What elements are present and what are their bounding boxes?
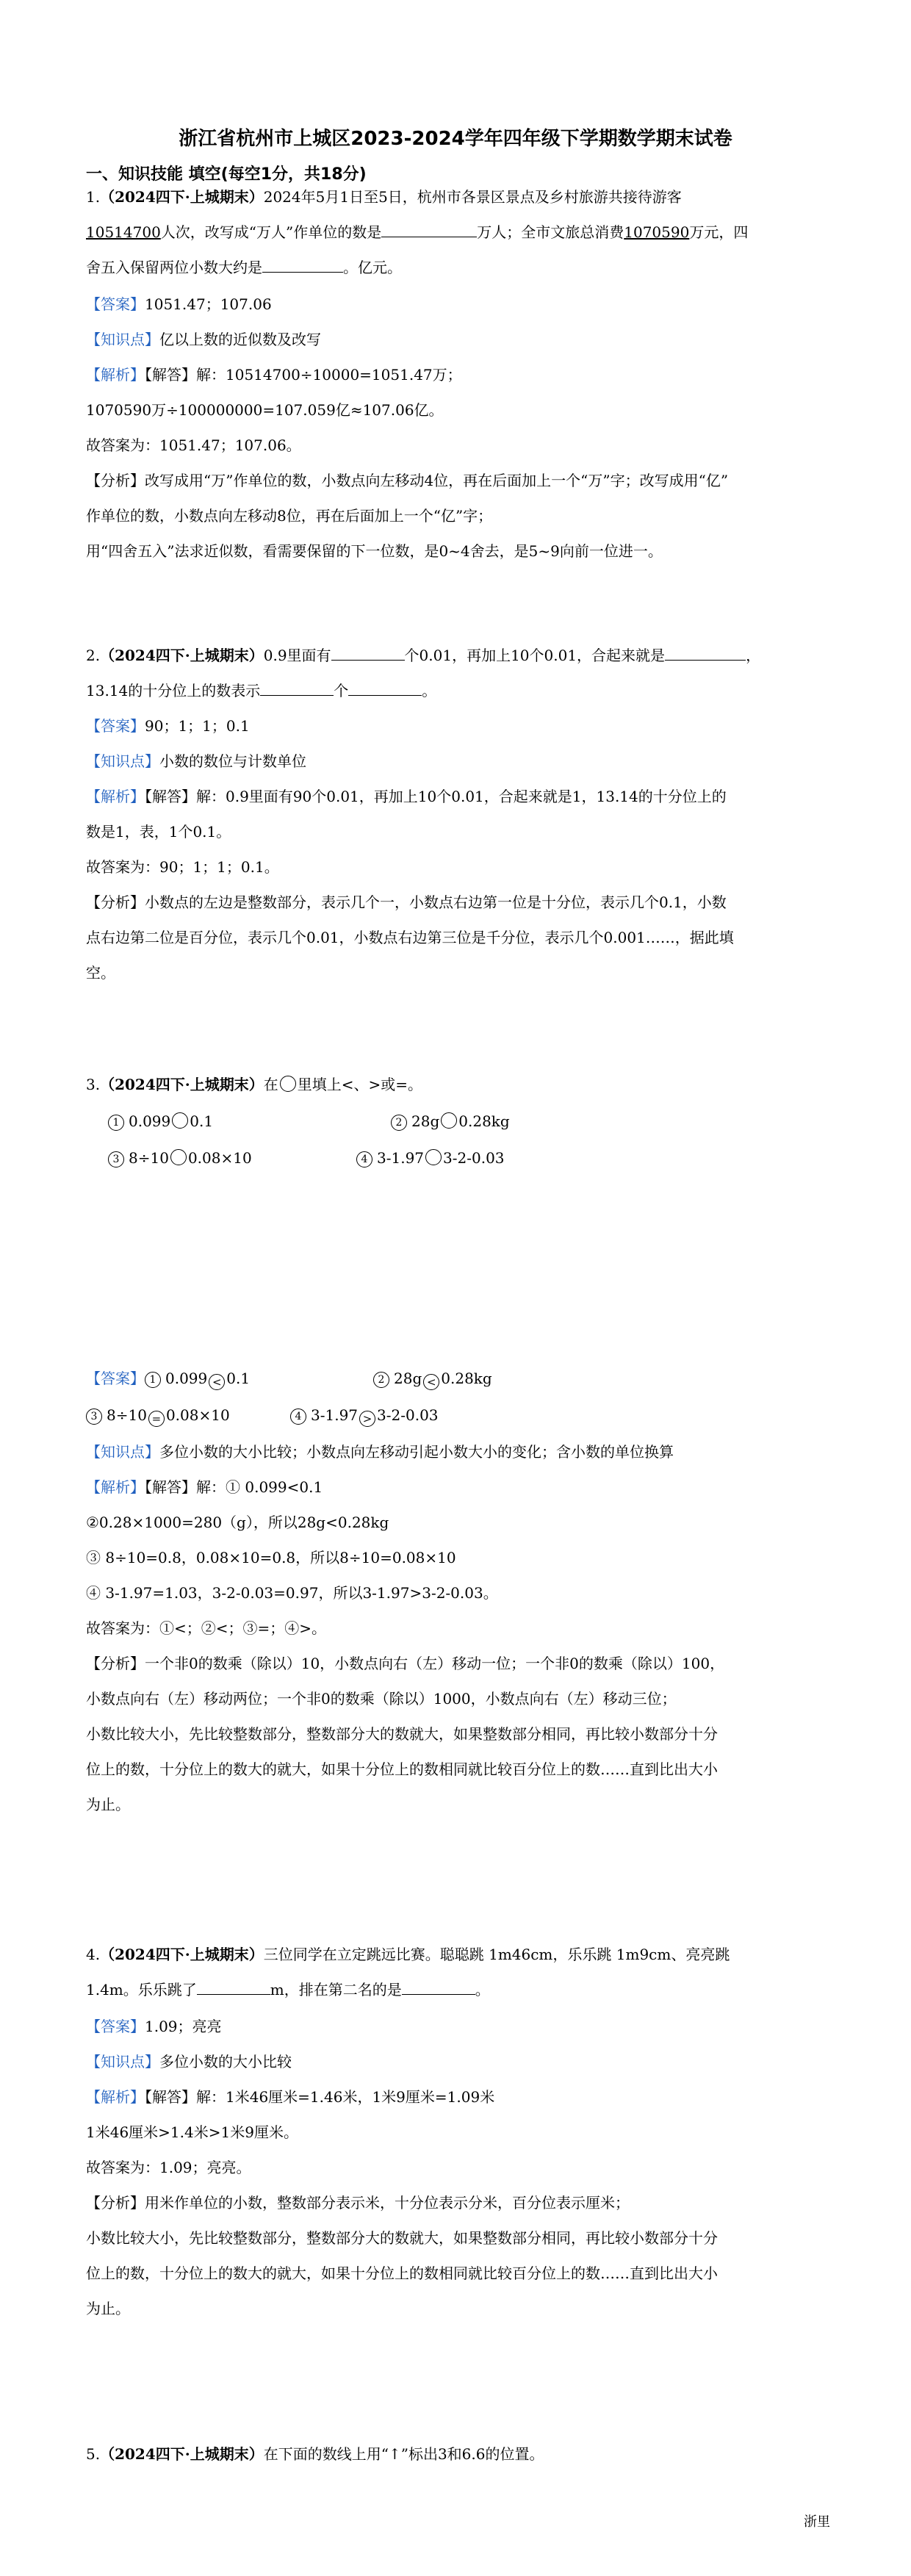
analysis-tag: 【解析】 [86,788,145,805]
q3-answer-1 [86,1368,250,1390]
item-number: 2 [373,1372,389,1388]
blank-circle-icon [280,1076,296,1092]
q5-line-1 [86,2444,544,2464]
q4-text: 三位同学在立定跳远比赛。聪聪跳 1m46cm，乐乐跳 1m9cm、亮亮跳 [263,1946,730,1963]
q3-review-2: 小数点向右（左）移动两位；一个非0的数乘（除以）1000，小数点向右（左）移动三位； [86,1690,677,1708]
answer-blank[interactable] [262,257,343,273]
q4-review-2: 小数比较大小，先比较整数部分，整数部分大的数就大，如果整数部分相同，再比较小数部分十分 [86,2229,718,2247]
knowledge-text: 小数的数位与计数单位 [159,752,306,770]
q1-review-3: 用“四舍五入”法求近似数，看需要保留的下一位数，是0~4舍去，是5~9向前一位进一。 [86,542,663,560]
item-left: 3-1.97 [377,1149,425,1167]
item-left: 28g [394,1370,422,1387]
q1-solution-1 [86,364,462,385]
compare-circle[interactable] [172,1112,188,1129]
q2-review-1 [86,892,727,913]
item-number: 4 [290,1408,306,1425]
answer-text: 1.09；亮亮 [145,2018,222,2035]
q2-text: ， [746,647,761,664]
q2-text: 。 [422,682,437,699]
review-text: 改写成用“万”作单位的数，小数点向左移动4位，再在后面加上一个“万”字；改写成用“亿” [145,472,729,489]
review-tag: 【分析】 [86,2194,145,2212]
knowledge-tag: 【知识点】 [86,2053,159,2070]
q3-solution-3: ③ 8÷10=0.8，0.08×10=0.8，所以8÷10=0.08×10 [86,1549,456,1566]
page-title: 浙江省杭州市上城区2023-2024学年四年级下学期数学期末试卷 [179,128,732,150]
q3-solution-2: ②0.28×1000=280（g），所以28g<0.28kg [86,1514,389,1531]
q3-item-3 [108,1148,252,1168]
q3-solution-4: ④ 3-1.97=1.03，3-2-0.03=0.97，所以3-1.97>3-2-0.03。 [86,1584,498,1602]
q3-review-1 [86,1653,724,1674]
q1-answer [86,294,272,314]
item-right: 0.1 [190,1112,214,1130]
compare-circle[interactable] [441,1112,457,1129]
answer-blank[interactable] [381,222,477,237]
q1-text: 万元，四 [689,223,749,241]
answer-text: 1051.47；107.06 [145,295,272,313]
q2-source: （2024四下·上城期末） [100,647,264,664]
q4-source: （2024四下·上城期末） [100,1946,264,1963]
q4-solution-3: 故答案为：1.09；亮亮。 [86,2159,251,2176]
q3-knowledge [86,1442,674,1462]
q3-review-5: 为止。 [86,1796,130,1813]
q4-solution-1 [86,2087,494,2107]
item-left: 8÷10 [129,1149,169,1167]
q4-number: 4. [86,1946,101,1963]
item-number: 2 [391,1115,407,1131]
analysis-tag: 【解析】 [86,366,145,384]
q1-number: 1. [86,188,101,206]
review-text: 用米作单位的小数，整数部分表示米，十分位表示分米，百分位表示厘米； [145,2194,630,2212]
review-text: 小数点的左边是整数部分，表示几个一，小数点右边第一位是十分位，表示几个0.1，小数 [145,893,727,911]
q1-text: 2024年5月1日至5日，杭州市各景区景点及乡村旅游共接待游客 [263,188,682,206]
q3-source: （2024四下·上城期末） [100,1076,264,1093]
item-right: 3-2-0.03 [443,1149,505,1167]
q2-text: 个 [334,682,349,699]
answer-tag: 【答案】 [86,295,145,313]
q2-solution-3: 故答案为：90；1；1；0.1。 [86,858,279,876]
q1-line-1 [86,187,682,207]
q5-number: 5. [86,2445,101,2463]
q4-text: 1.4m。乐乐跳了 [86,1981,197,1998]
analysis-tag: 【解析】 [86,2088,145,2106]
q1-visitors: 10514700 [86,223,161,241]
q3-item-1 [108,1111,213,1132]
answer-tag: 【答案】 [86,1370,145,1387]
solution-text: 【解答】解：1米46厘米=1.46米，1米9厘米=1.09米 [145,2088,495,2106]
item-number: 3 [86,1408,102,1425]
answer-sign: = [148,1411,165,1427]
item-number: 1 [108,1115,124,1131]
q3-solution-1 [86,1477,323,1497]
knowledge-text: 亿以上数的近似数及改写 [159,331,321,348]
item-number: 1 [145,1372,161,1388]
q2-solution-2: 数是1，表，1个0.1。 [86,823,231,841]
q2-review-2: 点右边第二位是百分位，表示几个0.01，小数点右边第三位是千分位，表示几个0.001……，据此填 [86,929,734,946]
q3-review-3: 小数比较大小，先比较整数部分，整数部分大的数就大，如果整数部分相同，再比较小数部分十分 [86,1725,718,1743]
item-right: 0.08×10 [165,1406,230,1424]
q3-answer-3 [86,1405,230,1427]
q3-review-4: 位上的数，十分位上的数大的就大，如果十分位上的数相同就比较百分位上的数……直到比出大小 [86,1760,718,1778]
q2-line-2 [86,680,436,701]
q4-knowledge [86,2051,292,2072]
knowledge-text: 多位小数的大小比较；小数点向左移动引起小数大小的变化；含小数的单位换算 [159,1443,674,1461]
q2-review-3: 空。 [86,964,115,982]
knowledge-tag: 【知识点】 [86,752,159,770]
item-left: 8÷10 [107,1406,147,1424]
q2-answer [86,716,250,736]
item-number: 3 [108,1151,124,1168]
q2-number: 2. [86,647,101,664]
q1-solution-3: 故答案为：1051.47；107.06。 [86,436,301,454]
answer-blank[interactable] [402,1979,475,1995]
solution-text: 【解答】解：① 0.099<0.1 [145,1478,323,1496]
q1-review-1 [86,470,728,491]
item-left: 0.099 [129,1112,171,1130]
q2-text: 13.14的十分位上的数表示 [86,682,261,699]
q4-review-4: 为止。 [86,2300,130,2317]
q1-text: 。亿元。 [343,259,402,276]
answer-sign: < [423,1374,439,1390]
answer-sign: > [359,1411,375,1427]
compare-circle[interactable] [425,1149,442,1165]
answer-blank[interactable] [331,645,405,661]
q2-solution-1 [86,786,727,807]
q3-item-4 [356,1148,505,1168]
page-footer: 浙里 [804,2514,830,2530]
q1-line-2 [86,222,748,242]
q3-answer-4 [290,1405,439,1427]
q5-source: （2024四下·上城期末） [100,2445,264,2463]
q4-review-1 [86,2192,630,2213]
knowledge-text: 多位小数的大小比较 [159,2053,292,2070]
answer-blank[interactable] [197,1979,270,1995]
q3-text: 在 [263,1076,278,1093]
answer-blank[interactable] [665,645,746,661]
q3-number: 3. [86,1076,101,1093]
q4-answer [86,2016,222,2037]
analysis-tag: 【解析】 [86,1478,145,1496]
q4-solution-2: 1米46厘米>1.4米>1米9厘米。 [86,2123,298,2141]
knowledge-tag: 【知识点】 [86,1443,159,1461]
q3-answer-2 [373,1368,492,1390]
compare-circle[interactable] [170,1149,187,1165]
q1-text: 舍五入保留两位小数大约是 [86,259,262,276]
q2-text: 个0.01，再加上10个0.01，合起来就是 [404,647,666,664]
q5-text: 在下面的数线上用“↑”标出3和6.6的位置。 [263,2445,544,2463]
answer-blank[interactable] [348,680,422,696]
q3-item-2 [391,1111,510,1132]
review-tag: 【分析】 [86,1655,145,1672]
q4-text: m，排在第二名的是 [270,1981,402,1998]
item-right: 0.08×10 [187,1149,252,1167]
item-right: 0.28kg [441,1370,492,1387]
q3-line-1 [86,1074,422,1095]
q2-text: 0.9里面有 [263,647,331,664]
q2-line-1 [86,645,760,666]
item-left: 3-1.97 [311,1406,359,1424]
item-left: 0.099 [165,1370,208,1387]
q1-review-2: 作单位的数，小数点向左移动8位，再在后面加上一个“亿”字； [86,507,493,525]
q1-text: 万人；全市文旅总消费 [477,223,624,241]
solution-text: 【解答】解：10514700÷10000=1051.47万； [145,366,462,384]
item-number: 4 [356,1151,372,1168]
item-right: 3-2-0.03 [377,1406,439,1424]
answer-text: 90；1；1；0.1 [145,717,250,735]
review-tag: 【分析】 [86,472,145,489]
section-heading: 一、知识技能 填空(每空1分，共18分) [86,165,367,184]
q1-line-3 [86,257,402,278]
item-left: 28g [411,1112,440,1130]
item-right: 0.28kg [458,1112,510,1130]
q3-solution-5: 故答案为：①<；②<；③=；④>。 [86,1619,327,1637]
answer-tag: 【答案】 [86,2018,145,2035]
answer-blank[interactable] [260,680,334,696]
q1-consumption: 1070590 [624,223,690,241]
q1-solution-2: 1070590万÷100000000=107.059亿≈107.06亿。 [86,401,444,419]
q2-knowledge [86,751,306,771]
knowledge-tag: 【知识点】 [86,331,159,348]
answer-sign: < [209,1374,225,1390]
solution-text: 【解答】解：0.9里面有90个0.01，再加上10个0.01，合起来就是1，13.14的十分位上的 [145,788,727,805]
q1-source: （2024四下·上城期末） [100,188,264,206]
q4-line-1 [86,1944,730,1965]
q3-text: 里填上<、>或=。 [297,1076,423,1093]
q4-line-2 [86,1979,490,2000]
q1-knowledge [86,329,321,350]
q4-text: 。 [475,1981,490,1998]
review-tag: 【分析】 [86,893,145,911]
q1-text: 人次，改写成“万人”作单位的数是 [160,223,382,241]
answer-tag: 【答案】 [86,717,145,735]
review-text: 一个非0的数乘（除以）10，小数点向右（左）移动一位；一个非0的数乘（除以）100， [145,1655,725,1672]
q4-review-3: 位上的数，十分位上的数大的就大，如果十分位上的数相同就比较百分位上的数……直到比出大小 [86,2264,718,2282]
item-right: 0.1 [226,1370,251,1387]
